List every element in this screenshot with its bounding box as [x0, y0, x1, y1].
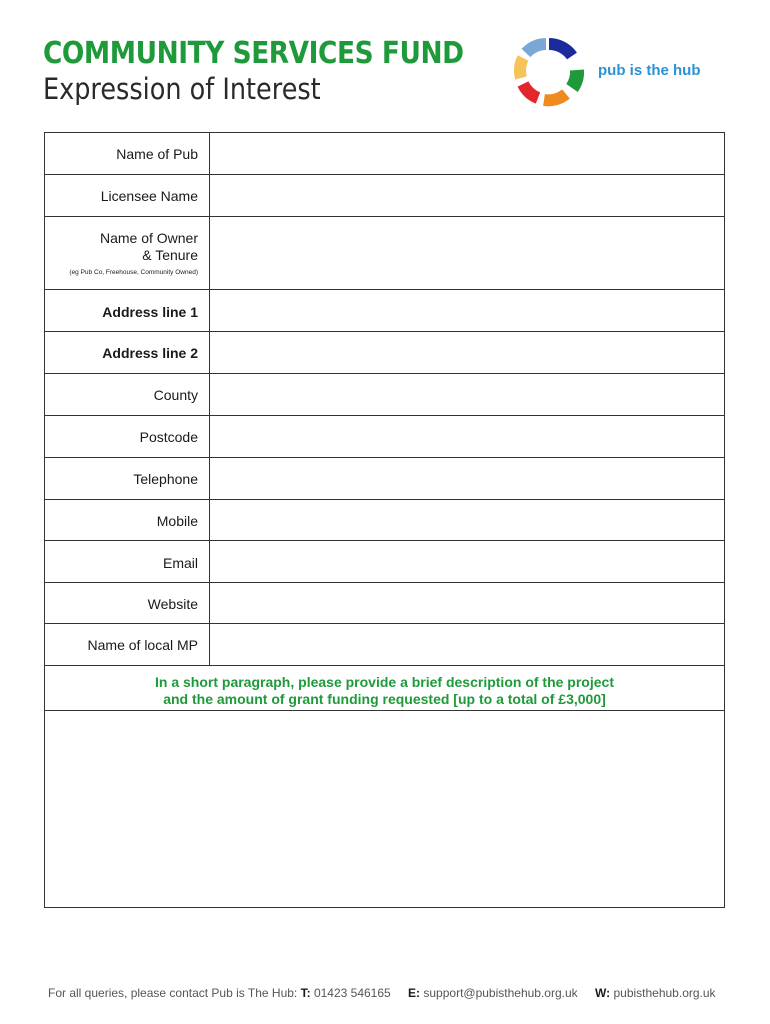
- telephone-field[interactable]: [210, 458, 724, 499]
- county-field[interactable]: [210, 374, 724, 415]
- form-row-website: [45, 583, 724, 624]
- postcode-field[interactable]: [210, 416, 724, 457]
- field-label: Name of local MP: [87, 637, 198, 653]
- name-of-owner-tenure-field[interactable]: [210, 217, 724, 289]
- name-of-local-mp-field[interactable]: [210, 624, 724, 665]
- form-row-email: [45, 541, 724, 583]
- form-row-telephone: [45, 458, 724, 500]
- prompt-line-1: In a short paragraph, please provide a brief description of the project: [155, 674, 614, 690]
- field-label: Name of Owner & Tenure: [99, 230, 198, 263]
- form-row-county: [45, 374, 724, 416]
- form-row-address-line-1: [45, 290, 724, 332]
- form-row-name-of-pub: [45, 133, 724, 175]
- footer-contact: [48, 986, 716, 1000]
- mobile-field[interactable]: [210, 500, 724, 540]
- footer-intro: For all queries, please contact Pub is The Hub:: [48, 986, 298, 1000]
- prompt-line-2: and the amount of grant funding requested [up to a total of £3,000]: [163, 691, 606, 707]
- field-label: County: [153, 387, 198, 403]
- form-subtitle: Expression of Interest: [43, 72, 321, 106]
- field-label: Licensee Name: [100, 188, 198, 204]
- address-line-2-field[interactable]: [210, 332, 724, 373]
- form-title: COMMUNITY SERVICES FUND: [43, 36, 464, 71]
- footer-tel-label: T:: [300, 986, 311, 1000]
- field-label: Website: [147, 596, 198, 612]
- pub-is-the-hub-logo-icon: [506, 36, 592, 108]
- form-row-name-of-owner: [45, 217, 724, 290]
- field-label: Telephone: [133, 471, 198, 487]
- form-row-mobile: [45, 500, 724, 541]
- licensee-name-field[interactable]: [210, 175, 724, 216]
- form-row-postcode: [45, 416, 724, 458]
- logo-text: pub is the hub: [598, 62, 701, 79]
- website-field[interactable]: [210, 583, 724, 623]
- footer-web-label: W:: [595, 986, 611, 1000]
- project-description-prompt: [45, 666, 724, 711]
- footer-telephone: 01423 546165: [313, 986, 391, 1000]
- field-label: Email: [162, 555, 198, 571]
- address-line-1-field[interactable]: [210, 290, 724, 331]
- form-row-address-line-2: [45, 332, 724, 374]
- footer-email-label: E:: [408, 986, 421, 1000]
- expression-of-interest-form: [44, 132, 725, 908]
- project-description-field[interactable]: [45, 711, 724, 907]
- field-label: Address line 1: [102, 304, 198, 320]
- field-note: (eg Pub Co, Freehouse, Community Owned): [69, 269, 198, 276]
- footer-website-link[interactable]: pubisthehub.org.uk: [613, 986, 716, 1000]
- form-row-name-of-local-mp: [45, 624, 724, 666]
- form-row-licensee-name: [45, 175, 724, 217]
- field-label: Address line 2: [102, 345, 198, 361]
- email-field[interactable]: [210, 541, 724, 582]
- name-of-pub-field[interactable]: [210, 133, 724, 174]
- footer-email-link[interactable]: support@pubisthehub.org.uk: [423, 986, 578, 1000]
- field-label: Mobile: [156, 513, 198, 529]
- field-label: Postcode: [139, 429, 198, 445]
- field-label: Name of Pub: [116, 146, 198, 162]
